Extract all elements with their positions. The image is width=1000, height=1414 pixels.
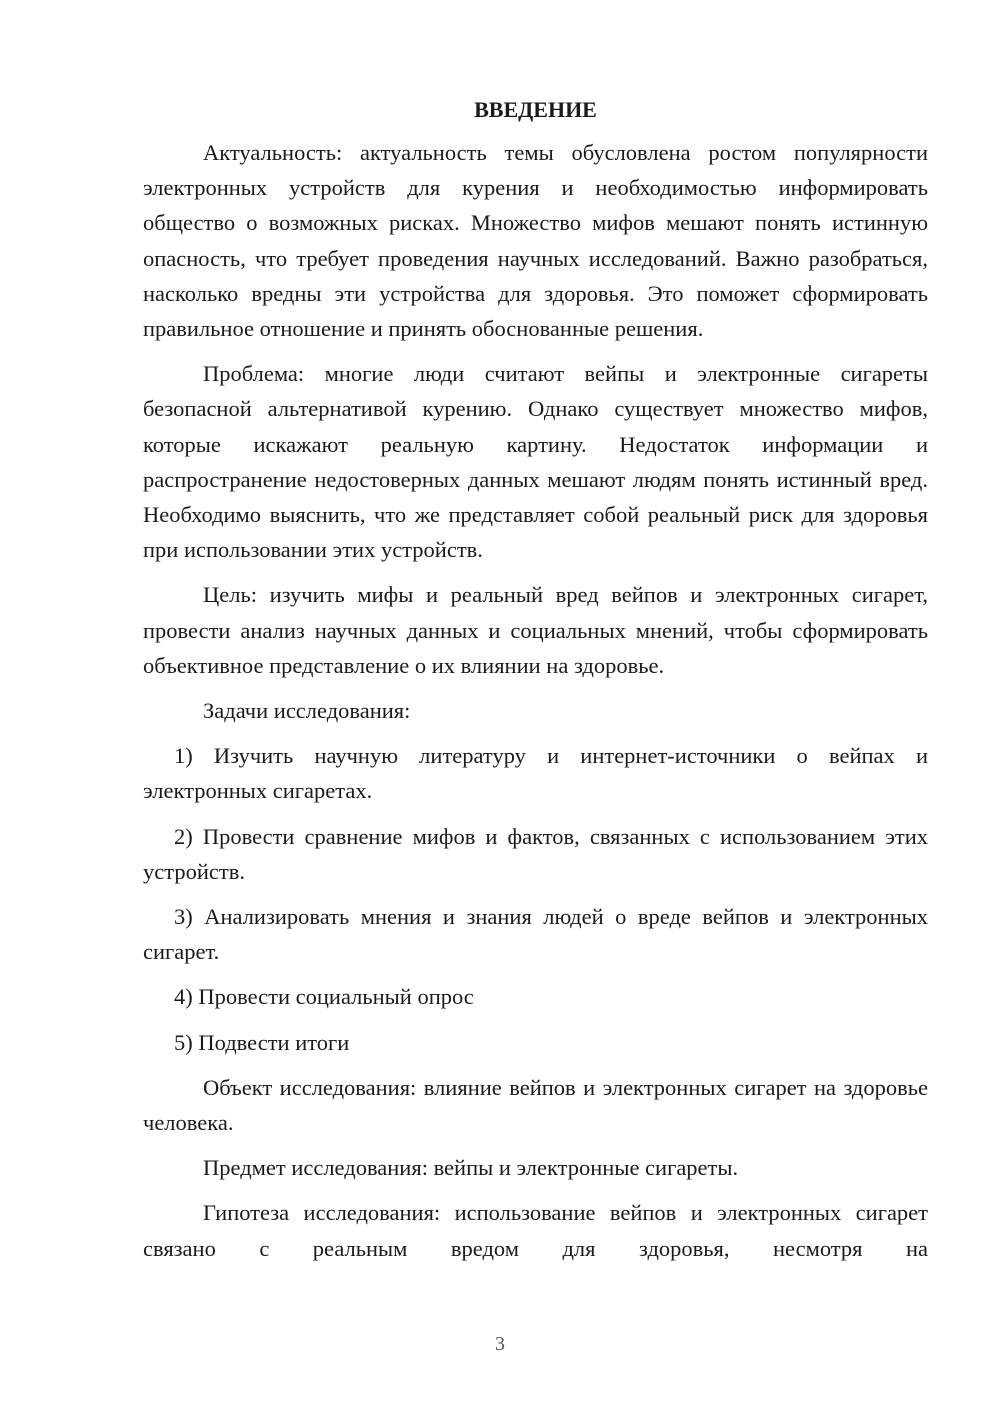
paragraph-goal: Цель: изучить мифы и реальный вред вейпов и электронных сигарет, провести анализ научных данных и социальных мнений, чтобы сформировать объективное представление о их влиянии на здоровье. bbox=[143, 582, 928, 678]
task-item-5: 5) Подвести итоги bbox=[174, 1029, 350, 1055]
paragraph-relevance: Актуальность: актуальность темы обусловлена ростом популярности электронных устройств для курения и необходимостью информировать общество о возможных рисках. Множество мифов мешают понять истинную опасность, что требует проведения научных исследований. Важно разобраться, насколько вредны эти устройства для здоровья. Это поможет сформировать правильное отношение и принять обоснованные решения. bbox=[143, 140, 928, 342]
section-title: ВВЕДЕНИЕ bbox=[474, 97, 597, 122]
task-item-2: 2) Провести сравнение мифов и фактов, связанных с использованием этих устройств. bbox=[143, 823, 928, 884]
page-number: 3 bbox=[495, 1333, 505, 1355]
task-item-4: 4) Провести социальный опрос bbox=[174, 984, 474, 1010]
task-item-1: 1) Изучить научную литературу и интернет-источники о вейпах и электронных сигаретах. bbox=[143, 743, 928, 804]
paragraph-subject: Предмет исследования: вейпы и электронные сигареты. bbox=[203, 1155, 739, 1181]
paragraph-object: Объект исследования: влияние вейпов и электронных сигарет на здоровье человека. bbox=[143, 1074, 928, 1136]
paragraph-hypothesis: Гипотеза исследования: использование вейпов и электронных сигарет связано с реальным вредом для здоровья, несмотря на bbox=[143, 1200, 928, 1261]
task-item-3: 3) Анализировать мнения и знания людей о вреде вейпов и электронных сигарет. bbox=[143, 904, 928, 965]
paragraph-problem: Проблема: многие люди считают вейпы и электронные сигареты безопасной альтернативой курению. Однако существует множество мифов, которые искажают реальную картину. Недостаток информации и распространение недостоверных данных мешают людям понять истинный вред. Необходимо выяснить, что же представляет собой реальный риск для здоровья при использовании этих устройств. bbox=[143, 361, 928, 563]
paragraph-tasks-heading: Задачи исследования: bbox=[203, 698, 411, 724]
document-page bbox=[143, 95, 928, 1276]
